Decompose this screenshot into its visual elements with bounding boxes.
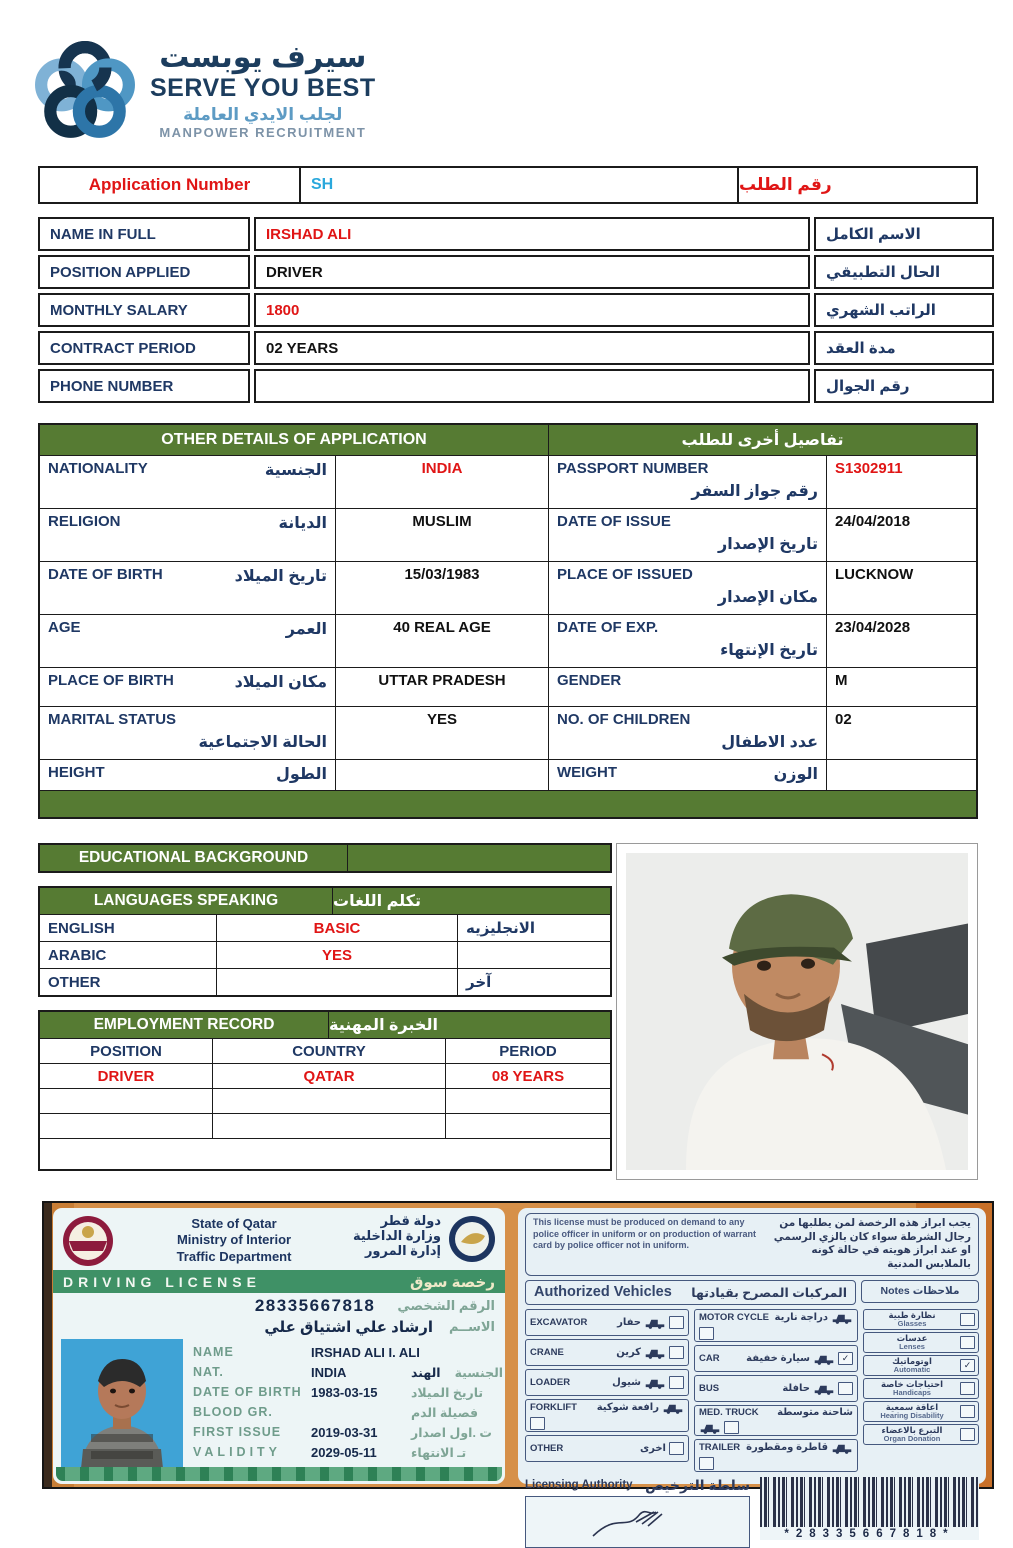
gcc-emblem-icon [447, 1213, 497, 1265]
barcode-block [760, 1477, 979, 1540]
language-label: ARABIC [48, 946, 107, 964]
car-icon [813, 1352, 835, 1365]
note-row: احتياجات خاصة Handicaps [863, 1378, 979, 1399]
vehicle-row: MED. TRUCK شاحنة متوسطة [694, 1405, 858, 1436]
license-pattern-strip [56, 1467, 502, 1481]
section-title: OTHER DETAILS OF APPLICATION [161, 431, 427, 448]
cell-position [40, 1114, 212, 1138]
field-label: VALIDITY [193, 1445, 282, 1459]
field-label-ar: الديانة [278, 515, 327, 532]
field-value: 1800 [254, 293, 810, 327]
field-label-ar: عدد الاطفال [721, 733, 818, 751]
cell-country [212, 1089, 445, 1113]
field-value: INDIA [335, 456, 548, 508]
license-field: DATE OF BIRTH 1983-03-15 تاريخ الميلاد [193, 1384, 484, 1400]
field-value: S1302911 [826, 456, 976, 508]
field-label-ar: الراتب الشهري [814, 293, 994, 327]
column-header: PERIOD [445, 1039, 610, 1063]
field-value: YES [335, 707, 548, 759]
table-row [40, 561, 976, 614]
table-row [40, 941, 610, 968]
checkbox [699, 1327, 714, 1340]
other-details-header [40, 425, 976, 455]
license-state-text-ar: دولة قطر وزارة الداخلية إدارة المرور [353, 1213, 441, 1258]
field-label: NO. OF CHILDREN [557, 711, 691, 728]
field-label-ar: رقم جواز السفر [691, 482, 818, 500]
note-row: اوتوماتيك Automatic ✓ [863, 1355, 979, 1376]
table-row [40, 914, 610, 941]
checkbox [960, 1336, 975, 1349]
barcode-number: *28335667818* [760, 1527, 979, 1540]
note-row: اعاقة سمعية Hearing Disability [863, 1401, 979, 1422]
application-document [0, 26, 1013, 1540]
language-label-ar [457, 942, 610, 968]
other-details-table [38, 423, 978, 819]
empty-merged-row [40, 1138, 610, 1169]
language-label-ar: الانجليزيه [457, 915, 610, 941]
checkbox: ✓ [960, 1359, 975, 1372]
driving-license-scan [42, 1201, 994, 1540]
applicant-photo-illustration [626, 853, 968, 1170]
license-back [518, 1208, 986, 1540]
notice-text-ar: يجب ابراز هذه الرخصة لمن يطلبها من رجال الشرطة سواء كان بالزي الرسمي او عند ابراز هويته في حالة كونه بالملابس المدنية [773, 1217, 971, 1270]
application-number-label: Application Number [40, 168, 301, 202]
forklift-icon [662, 1401, 684, 1414]
field-label: CONTRACT PERIOD [38, 331, 250, 365]
language-level [216, 969, 457, 995]
checkbox [699, 1457, 714, 1470]
section-title: LANGUAGES SPEAKING [93, 892, 279, 909]
brand-arabic-subtitle: لجلب الايدي العاملة [183, 104, 343, 124]
field-value: 2019-03-31 [311, 1424, 378, 1440]
table-row [40, 1088, 610, 1113]
field-label: AGE [48, 619, 81, 636]
vehicle-row: CAR سيارة خفيفة ✓ [694, 1345, 858, 1372]
crane-icon [644, 1346, 666, 1359]
license-name-ar: ارشاد علي اشتياق علي [264, 1319, 433, 1336]
note-row: نظارة طبية Glasses [863, 1309, 979, 1330]
vehicle-row: EXCAVATOR حفار [525, 1309, 689, 1336]
license-front [53, 1208, 505, 1484]
employment-header [40, 1012, 610, 1038]
field-label-ar: الاسم الكامل [814, 217, 994, 251]
vehicle-row: OTHER اخرى [525, 1435, 689, 1462]
notes-column [863, 1309, 979, 1472]
authorized-vehicles-header: Authorized Vehicles المركبات المصرح بقيادتها [525, 1280, 856, 1305]
field-label-ar: تاريخ الميلاد [234, 568, 327, 585]
field-label-ar: الوزن [773, 766, 818, 783]
educational-background-header [38, 843, 612, 873]
checkbox [960, 1382, 975, 1395]
field-label-ar: الجنسية [264, 462, 327, 479]
field-value: 24/04/2018 [826, 509, 976, 561]
field-value: 02 [826, 707, 976, 759]
license-field: BLOOD GR. فصيلة الدم [193, 1405, 479, 1420]
applicant-photo [616, 843, 978, 1180]
license-title-bar [53, 1270, 505, 1293]
cell-period [445, 1089, 610, 1113]
cell-period [445, 1114, 610, 1138]
section-title-ar: تفاصيل أخرى للطلب [548, 425, 976, 455]
table-row [40, 1113, 610, 1138]
motorcycle-icon [831, 1311, 853, 1324]
field-label: RELIGION [48, 513, 121, 530]
licensing-authority: Licensing Authority سلطة الترخيص [525, 1477, 750, 1548]
cell-position: DRIVER [97, 1067, 155, 1085]
field-value: IRSHAD ALI I. ALI [311, 1344, 420, 1360]
field-label-ar: تاريخ الإصدار [717, 535, 818, 553]
note-row: عدسات Lenses [863, 1332, 979, 1353]
empty-header-cell [347, 845, 610, 871]
vehicle-row: BUS حافلة [694, 1375, 858, 1402]
table-row [38, 331, 978, 365]
license-number-label-ar: الرقم الشخصي [397, 1298, 495, 1313]
lower-section [38, 843, 978, 1188]
license-name-label-ar: الاســم [448, 1319, 495, 1334]
checkbox [960, 1428, 975, 1441]
field-label: PASSPORT NUMBER [557, 460, 709, 477]
field-label: WEIGHT [557, 764, 617, 781]
brand-header [34, 26, 1013, 156]
checkbox [669, 1346, 684, 1359]
language-level: BASIC [216, 915, 457, 941]
med-truck-icon [699, 1421, 721, 1434]
loader-icon [644, 1376, 666, 1389]
table-row [40, 667, 976, 706]
signature-box [525, 1496, 750, 1548]
table-row [38, 217, 978, 251]
section-title: EMPLOYMENT RECORD [93, 1016, 275, 1033]
field-label: MONTHLY SALARY [38, 293, 250, 327]
field-label: NATIONALITY [48, 460, 148, 477]
vehicles-column-1 [525, 1309, 689, 1472]
checkbox [669, 1376, 684, 1389]
bus-icon [813, 1382, 835, 1395]
employment-table [38, 1010, 612, 1171]
field-label-ar: رقم الجوال [814, 369, 994, 403]
checkbox [960, 1313, 975, 1326]
table-row [40, 614, 976, 667]
field-label: NAME [193, 1345, 234, 1359]
field-value: INDIA [311, 1364, 347, 1380]
brand-title: SERVE YOU BEST [150, 74, 376, 103]
note-row: التبرع بالاعضاء Organ Donation [863, 1424, 979, 1445]
excavator-icon [644, 1316, 666, 1329]
vehicle-row: TRAILER قاطرة ومقطورة [694, 1439, 858, 1472]
vehicles-column-2 [694, 1309, 858, 1472]
trailer-icon [831, 1441, 853, 1454]
license-title: DRIVING LICENSE [63, 1273, 261, 1290]
field-label: HEIGHT [48, 764, 105, 781]
field-label: POSITION APPLIED [38, 255, 250, 289]
field-value: MUSLIM [335, 509, 548, 561]
license-field: NAT. INDIA الجنسية الهند [193, 1364, 504, 1380]
field-label-ar: الطول [276, 766, 327, 783]
field-label: NAME IN FULL [38, 217, 250, 251]
field-label-ar: مكان الإصدار [717, 588, 818, 606]
field-value: DRIVER [254, 255, 810, 289]
field-label-ar: مدة العقد [814, 331, 994, 365]
field-label: DATE OF BIRTH [193, 1385, 302, 1399]
license-field: VALIDITY 2029-05-11 تـ الانتهاء [193, 1444, 467, 1460]
license-field [193, 1343, 503, 1361]
checkbox [669, 1316, 684, 1329]
table-row [38, 369, 978, 403]
checkbox [960, 1405, 975, 1418]
application-number-label-ar: رقم الطلب [739, 175, 832, 194]
field-value [335, 760, 548, 790]
field-value: 40 REAL AGE [335, 615, 548, 667]
column-header: POSITION [90, 1042, 162, 1060]
knot-logo-icon [34, 37, 136, 145]
table-row [40, 706, 976, 759]
section-title-ar: الخبرة المهنية [328, 1012, 610, 1038]
field-label: MARITAL STATUS [48, 711, 177, 728]
field-label-ar: الحالة الاجتماعية [198, 733, 327, 751]
green-divider-bar [40, 790, 976, 817]
license-state-text: State of Qatar Ministry of Interior Traffic Department [176, 1216, 292, 1264]
brand-arabic-title: سيرف يوبست [159, 40, 367, 74]
license-portrait-illustration [61, 1339, 183, 1469]
language-label: ENGLISH [48, 919, 115, 937]
table-row [40, 1063, 610, 1088]
languages-table [38, 886, 612, 997]
field-label: GENDER [557, 672, 622, 689]
vehicle-row: LOADER شيول [525, 1369, 689, 1396]
field-value: IRSHAD ALI [254, 217, 810, 251]
column-header: COUNTRY [212, 1039, 445, 1063]
vehicle-row: MOTOR CYCLE دراجة نارية [694, 1309, 858, 1342]
notice-text-en: This license must be produced on demand to any police officer in uniform or on production of warrant card by police officer not in uniform. [533, 1217, 757, 1251]
field-label: NAT. [193, 1365, 224, 1379]
field-label: DATE OF ISSUE [557, 513, 671, 530]
cell-position [40, 1089, 212, 1113]
qatar-emblem-icon [61, 1213, 115, 1269]
table-row [38, 293, 978, 327]
license-portrait [61, 1339, 183, 1469]
license-field: FIRST ISSUE 2019-03-31 ت .اول اصدار [193, 1424, 492, 1440]
field-label: PLACE OF BIRTH [48, 672, 174, 689]
checkbox [669, 1442, 684, 1455]
table-row [38, 255, 978, 289]
language-label: OTHER [48, 973, 101, 991]
field-value: UTTAR PRADESH [335, 668, 548, 706]
field-label-ar: مكان الميلاد [234, 674, 327, 691]
field-label: DATE OF EXP. [557, 619, 659, 636]
table-row [40, 508, 976, 561]
language-label-ar: آخر [457, 969, 610, 995]
application-number-value: SH [301, 168, 739, 202]
personal-details-table [38, 217, 978, 403]
checkbox: ✓ [838, 1352, 853, 1365]
license-title-ar: رخصة سوق [409, 1273, 495, 1291]
field-value: 23/04/2028 [826, 615, 976, 667]
field-value: 15/03/1983 [335, 562, 548, 614]
field-value [826, 760, 976, 790]
vehicle-row: CRANE كرين [525, 1339, 689, 1366]
field-label-ar: الحال التطبيقي [814, 255, 994, 289]
table-row [40, 759, 976, 790]
section-title: EDUCATIONAL BACKGROUND [78, 849, 309, 866]
field-value: M [826, 668, 976, 706]
field-label-ar: تاريخ الإنتهاء [720, 641, 818, 659]
checkbox [724, 1421, 739, 1434]
language-level: YES [216, 942, 457, 968]
field-value [254, 369, 810, 403]
field-label: PLACE OF ISSUED [557, 566, 693, 583]
field-value: 2029-05-11 [311, 1444, 377, 1460]
field-value: LUCKNOW [826, 562, 976, 614]
field-label: FIRST ISSUE [193, 1425, 282, 1439]
cell-period: 08 YEARS [445, 1064, 610, 1088]
field-label: BLOOD GR. [193, 1405, 273, 1419]
checkbox [838, 1382, 853, 1395]
table-header-row [40, 1038, 610, 1063]
vehicle-row: FORKLIFT رافعة شوكية [525, 1399, 689, 1432]
field-label: DATE OF BIRTH [48, 566, 163, 583]
field-label-ar: العمر [285, 621, 327, 638]
field-value: 02 YEARS [254, 331, 810, 365]
cell-country: QATAR [212, 1064, 445, 1088]
table-row [40, 968, 610, 995]
barcode [760, 1477, 979, 1527]
cell-country [212, 1114, 445, 1138]
checkbox [530, 1417, 545, 1430]
signature-icon [578, 1502, 698, 1542]
languages-header [40, 888, 610, 914]
brand-subtitle: MANPOWER RECRUITMENT [159, 125, 367, 141]
license-notice [525, 1213, 979, 1276]
table-row [40, 455, 976, 508]
section-title-ar: تكلم اللغات [332, 888, 610, 914]
field-label: PHONE NUMBER [38, 369, 250, 403]
notes-header: Notes ملاحظات [861, 1280, 979, 1303]
license-number: 28335667818 [254, 1296, 376, 1315]
field-value: 1983-03-15 [311, 1384, 378, 1400]
application-number-row [38, 166, 978, 204]
